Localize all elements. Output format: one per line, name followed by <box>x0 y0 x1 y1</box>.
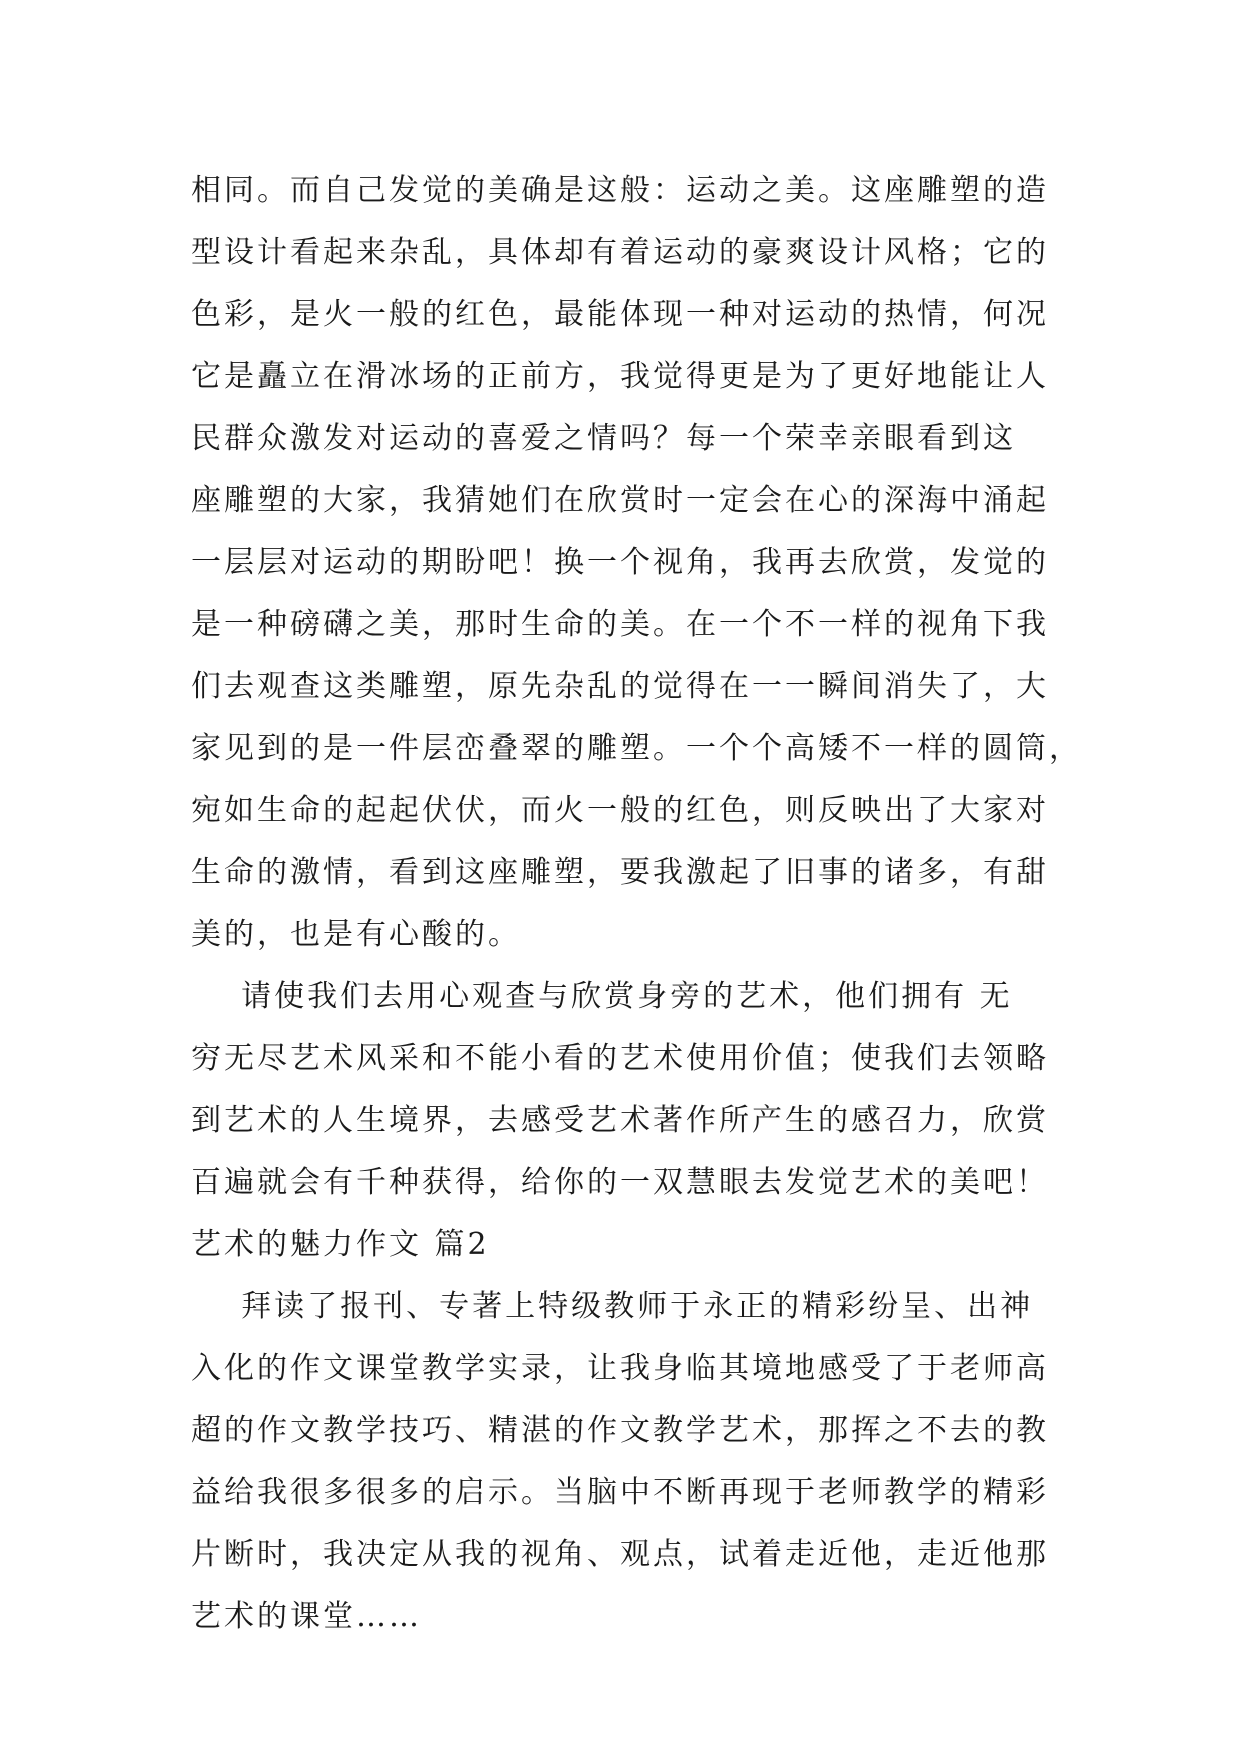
text-line: 它是矗立在滑冰场的正前方，我觉得更是为了更好地能让人 <box>191 359 1049 394</box>
text-line: 到艺术的人生境界，去感受艺术著作所产生的感召力，欣赏 <box>191 1103 1049 1138</box>
text-line: 美的，也是有心酸的。 <box>191 917 521 952</box>
text-line: 们去观查这类雕塑，原先杂乱的觉得在一一瞬间消失了，大 <box>191 669 1049 704</box>
paragraph-start-line: 拜读了报刊、专著上特级教师于永正的精彩纷呈、出神 <box>191 1289 1034 1324</box>
text-line: 入化的作文课堂教学实录，让我身临其境地感受了于老师高 <box>191 1351 1049 1386</box>
paragraph-start-line: 请使我们去用心观查与欣赏身旁的艺术，他们拥有 无 <box>191 979 1013 1014</box>
text-line: 超的作文教学技巧、精湛的作文教学艺术，那挥之不去的教 <box>191 1413 1049 1448</box>
text-line: 是一种磅礴之美，那时生命的美。在一个不一样的视角下我 <box>191 607 1049 642</box>
text-line: 益给我很多很多的启示。当脑中不断再现于老师教学的精彩 <box>191 1475 1049 1510</box>
text-line: 片断时，我决定从我的视角、观点，试着走近他，走近他那 <box>191 1537 1049 1572</box>
text-line: 型设计看起来杂乱，具体却有着运动的豪爽设计风格；它的 <box>191 235 1049 270</box>
text-line: 相同。而自己发觉的美确是这般：运动之美。这座雕塑的造 <box>191 173 1049 208</box>
text-line: 色彩，是火一般的红色，最能体现一种对运动的热情，何况 <box>191 297 1049 332</box>
text-line: 百遍就会有千种获得，给你的一双慧眼去发觉艺术的美吧！ <box>191 1165 1049 1200</box>
text-line: 家见到的是一件层峦叠翠的雕塑。一个个高矮不一样的圆筒， <box>191 731 1082 766</box>
document-body <box>191 160 1082 1648</box>
section-heading: 艺术的魅力作文 篇2 <box>191 1227 490 1262</box>
text-line: 生命的激情，看到这座雕塑，要我激起了旧事的诸多，有甜 <box>191 855 1049 890</box>
text-line: 宛如生命的起起伏伏，而火一般的红色，则反映出了大家对 <box>191 793 1049 828</box>
text-line: 艺术的课堂…… <box>191 1599 422 1634</box>
text-line: 穷无尽艺术风采和不能小看的艺术使用价值；使我们去领略 <box>191 1041 1049 1076</box>
text-line: 民群众激发对运动的喜爱之情吗？每一个荣幸亲眼看到这 <box>191 421 1016 456</box>
text-line: 座雕塑的大家，我猜她们在欣赏时一定会在心的深海中涌起 <box>191 483 1049 518</box>
text-line: 一层层对运动的期盼吧！换一个视角，我再去欣赏，发觉的 <box>191 545 1049 580</box>
